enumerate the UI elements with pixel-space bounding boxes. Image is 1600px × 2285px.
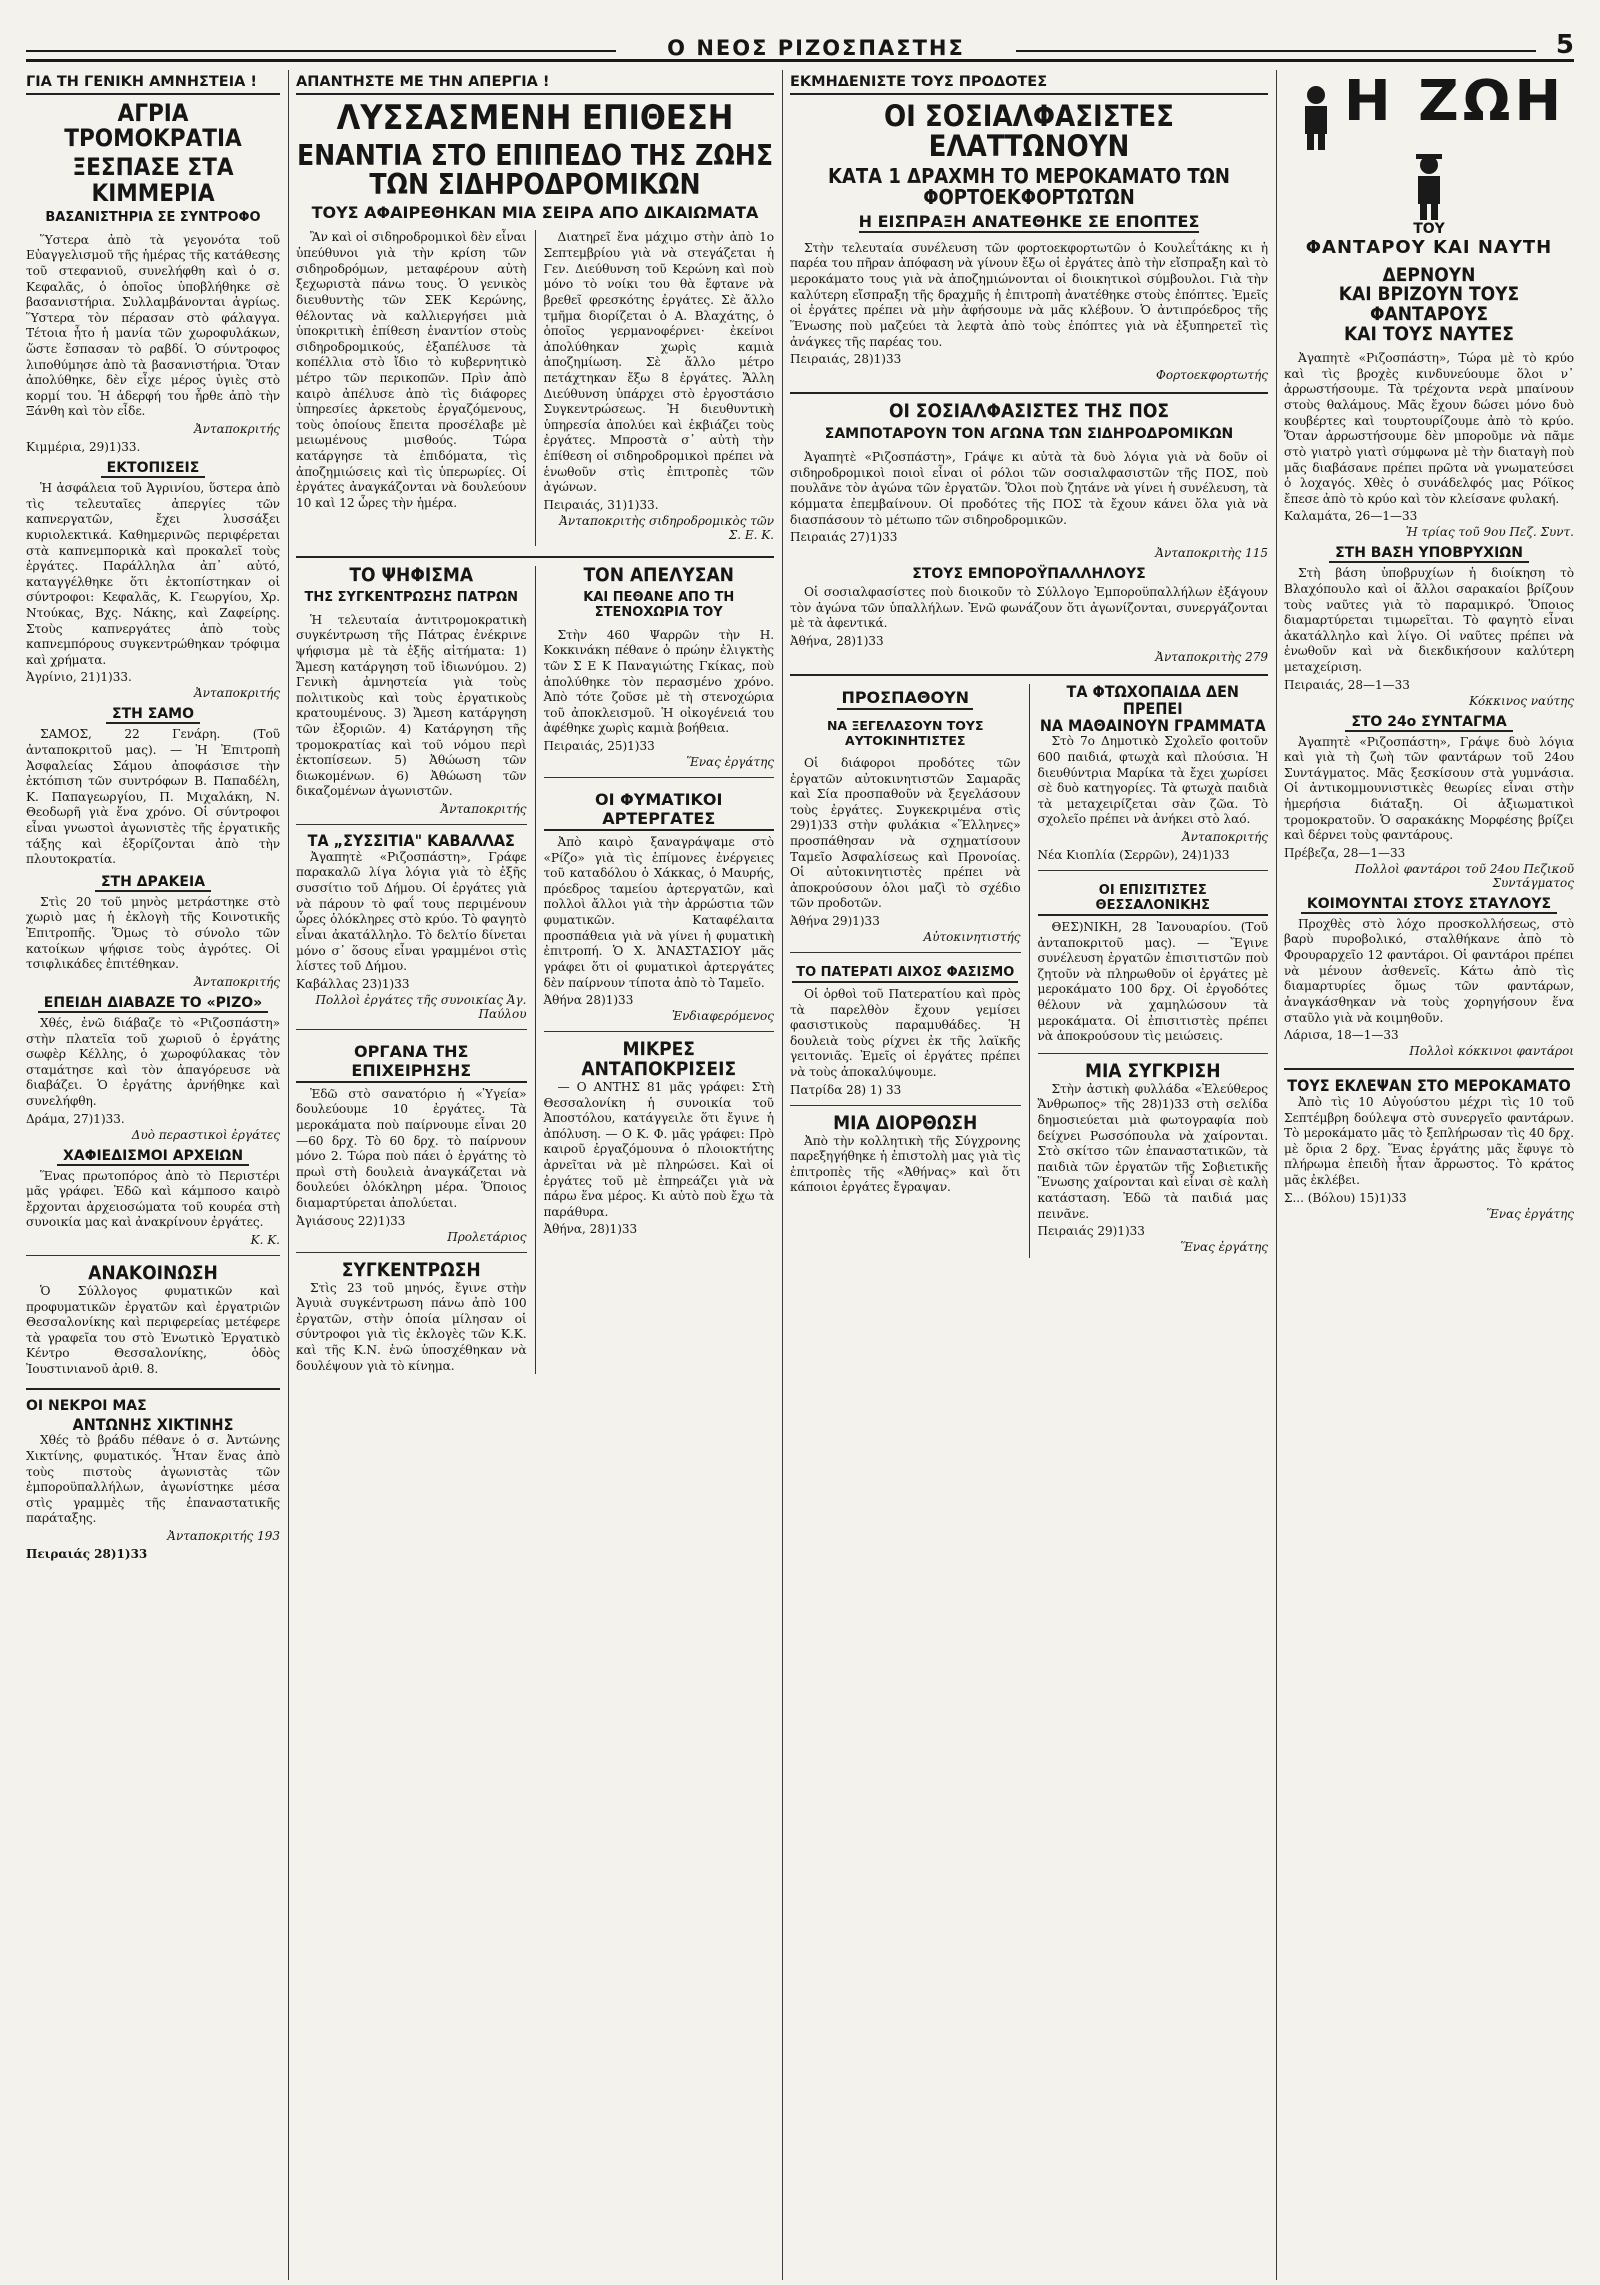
section-heading: ΣΥΓΚΕΝΤΡΩΣΗ	[341, 1258, 481, 1281]
column-2	[296, 74, 774, 2274]
article-body: Οἱ διάφοροι προδότες τῶν ἐργατῶν αὐτοκινητιστῶν Σαμαρᾶς καὶ Σία προσπαθοῦν νὰ ξεγελάσουν τοὺς ἐργάτες. Συγκεκριμένα στὶς 29)1)33 στὴν φυλάκια «Ἕλληνες» προσπάθησαν νὰ σχηματίσουν Ταμεῖο Ἀσφαλίσεως καὶ Προνοίας. Οἱ αὐτοκινητιστὲς πρέπει νὰ ἀποκρούσουν ὁλοι μαζὶ τὸ σχέδιο τῶν προδοτῶν.	[790, 755, 1021, 911]
article-body: Στὴν τελευταία συνέλευση τῶν φορτοεκφορτωτῶν ὁ Κουλεΐτάκης κι ἡ παρέα του πῆραν ἀπόφαση νὰ γίνουν ἔξω οἱ ἐργάτες ἀπὸ τὴν εἴσπραξη καὶ τὸ μεροκάματο τους γιὰ νὰ ἀποζημιώνονται οἱ διοικητικοὶ σύμβουλοι. Γιὰ τὴν καλύτερη εἴσπραξη τῆς δραχμῆς ἡ ἐπιτροπὴ ἀνατέθηκε στοὺς ἐπόπτες. Ἐμεῖς οἱ ἐργάτες πρέπει νὰ μὴν ἀφήσουμε νὰ μᾶς κλέβουν. Ὁ ἀντιπρόεδρος τῆς Ἕνωσης ποὺ μαζεύει τὰ λεφτὰ ἀπὸ τοὺς ἐπόπτες γιὰ νὰ ἐξυπηρετεῖ τὶς ἀνάγκες τῆς παρέας του.	[790, 240, 1268, 349]
column-3	[790, 74, 1268, 2274]
article-body: Ἕνας πρωτοπόρος ἀπὸ τὸ Περιστέρι μᾶς γράφει. Ἐδῶ καὶ κάμποσο καιρὸ ἔρχονται ἀρχειοσώματα τοῦ κουρέα στὴ συνοικία μας καὶ ἀνακρίνουν ἐργάτες.	[26, 1168, 280, 1230]
signature: Ἀνταποκριτής	[1182, 830, 1268, 844]
dateline: Πειραιάς 29)1)33	[1037, 1224, 1145, 1239]
signature: Πολλοὶ ἐργάτες τῆς συνοικίας Ἁγ. Παύλου	[315, 992, 527, 1021]
subheadline: ΝΑ ΞΕΓΕΛΑΣΟΥΝ ΤΟΥΣ ΑΥΤΟΚΙΝΗΤΙΣΤΕΣ	[826, 717, 984, 748]
article-body: Στὴ βάση ὑποβρυχίων ἡ διοίκηση τὸ Βλαχόπουλο καὶ οἱ ἄλλοι σαρακαίοι βρίζουν τοὺς ναῦτες γιὰ τὸ παραμικρό. Ὅποιος διαμαρτύρεται τιμωρεῖται. Τὸ φαγητὸ εἶναι ἀκατάλληλο καὶ λίγο. Οἱ ναῦτες πρέπει νὰ ἑνωθοῦν καὶ νὰ διεκδικήσουν καλύτερη μεταχείριση.	[1284, 566, 1574, 674]
article-body: Ἀγαπητὲ «Ριζοσπάστη», Γράφε παρακαλῶ λίγα λόγια γιὰ τὸ ἐξῆς συσσίτιο τοῦ Δήμου. Οἱ ἐργάτες γιὰ νὰ πάρουν τὸ φαΐ τους περιμένουν ὧρες ὁλόκληρες στὸ κρύο. Τὸ φαγητὸ εἶναι ἀκατάλληλο. Τὸ δελτίο δίνεται μόνο σ᾽ ὅσους εἶναι γραμμένοι στὶς λίστες τοῦ Δήμου.	[296, 849, 527, 974]
signature: Πολλοὶ φαντάροι τοῦ 24ου Πεζικοῦ Συντάγματος	[1354, 861, 1574, 890]
section-heading: ΕΠΕΙΔΗ ΔΙΑΒΑΖΕ ΤΟ «ΡΙΖΟ»	[38, 995, 268, 1013]
section-heading: ΤΟ ΨΗΦΙΣΜΑ	[349, 563, 474, 586]
column-rule	[288, 70, 289, 2280]
article-body: Ὁ Σύλλογος φυματικῶν καὶ προφυματικῶν ἐργατῶν καὶ ἐργατριῶν Θεσσαλονίκης καὶ περιφερείας μετέφερε τὰ γραφεῖα του στὸ Ἐνωτικὸ Ἐργατικὸ Κέντρο Θεσσαλονίκης, ὁδὸς Ἰουστινιανοῦ ἀριθ. 8.	[26, 1283, 280, 1376]
dateline: Πρέβεζα, 28—1—33	[1284, 845, 1406, 860]
section-heading: ΜΙΑ ΔΙΟΡΘΩΣΗ	[833, 1111, 978, 1134]
article-body: ΣΑΜΟΣ, 22 Γενάρη. (Τοῦ ἀνταποκριτοῦ μας). — Ἡ Ἐπιτροπὴ Ἀσφαλείας Σάμου ἀποφάσισε τὴν ἐκτόπιση τῶν συντρόφων Β. Παπαδέλη, Κ. Παπαγεωργίου, Π. Μιχαλάκη, Ν. Θεοδωρῆ γιὰ ἕνα χρόνο. Οἱ σύντροφοι εἶναι γνωστοὶ ἀγωνιστὲς τῆς ἐργατικῆς τάξης καὶ ἐξορίζονται ἀπὸ τὴν πλουτοκρατία.	[26, 727, 280, 867]
section-heading: ΟΙ ΦΥΜΑΤΙΚΟΙ ΑΡΤΕΡΓΑΤΕΣ	[544, 790, 775, 831]
dateline: Ἀγρίνιο, 21)1)33.	[26, 670, 132, 685]
signature: Αὐτοκινητιστής	[923, 930, 1021, 945]
section-heading: ΜΙΑ ΣΥΓΚΡΙΣΗ	[1084, 1059, 1221, 1082]
article-body: Ἡ τελευταία ἀντιτρομοκρατικὴ συγκέντρωση τῆς Πάτρας ἐνέκρινε ψήφισμα μὲ τὰ ἑξῆς αἰτήματα: 1) Ἄμεση κατάργηση τοῦ ἰδιωνύμου. 2) Γενικὴ ἀμνηστεία γιὰ τοὺς πολιτικοὺς καὶ τοὺς ἐργατικοὺς κρατουμένους. 3) Ἄμεση κατάργηση τῶν ἐξοριῶν. 4) Κατάργηση τῆς τρομοκρατίας καὶ τοῦ νόμου περὶ ἐκτοπίσεων. 5) Ἀθώωση τῶν διωκομένων. 6) Ἀθώωση τῶν δικαζομένων ἀγωνιστῶν.	[296, 612, 527, 799]
article-body: Ἀπὸ καιρὸ ξαναγράψαμε στὸ «Ρίζο» γιὰ τὶς ἐπίμονες ἐνέργειες τοῦ καταδόλου ὁ Χάκκας, ὁ Μαυρής, πρόεδρος ταμείου ἀρτεργατῶν, καὶ πολλοὶ ἄλλοι γιὰ τὴν ἀρρώστια τῶν φυματικῶν. Καταφέλαιτα προσπάθεια γιὰ νὰ γίνει ἡ φυματικὴ ἐπιτροπή. Ὁ Χ. ἈΝΑΣΤΑΣΙΟΥ μᾶς γράφει ὅτι οἱ φυματικοὶ ἀρτεργάτες δὲν παίρνουν τίποτα ἀπὸ τὸ Ταμεῖο.	[543, 835, 774, 990]
article-body: Χθές, ἐνῶ διάβαζε τὸ «Ριζοσπάστη» στὴν πλατεῖα τοῦ χωριοῦ ὁ ἐργάτης σωφὲρ Κέλλης, ὁ χωροφύλακας τὸν σταμάτησε καὶ τὸν ἀπαγόρευσε νὰ διαβάζει. Ὁ ἐργάτης ἀρνήθηκε καὶ συνελήφθη.	[26, 1015, 280, 1108]
dateline: Σ... (Βόλου) 15)1)33	[1284, 1190, 1407, 1205]
article-body: Στὸ 7ο Δημοτικὸ Σχολεῖο φοιτοῦν 600 παιδιά, φτωχὰ καὶ πλούσια. Ἡ διευθύντρια Μαρίκα τὰ ἔχει χωρίσει σὲ δυὸ κατηγορίες. Τὰ φτωχὰ παιδιὰ τὰ μεταχειρίζεται σὰν ζῶα. Τὸ σχολεῖο πρέπει νὰ ἀνήκει στὸ λαό.	[1037, 734, 1268, 827]
article-body: Ἀπὸ τὶς 10 Αὐγούστου μέχρι τὶς 10 τοῦ Σεπτέμβρη δούλεψα στὸ συνεργεῖο φαντάρων. Τὸ μεροκάματο μᾶς τὸ ξεπλήρωσαν τὶς 40 δρχ. μὲ ὅρια 2 δρχ. Ἕνας ἐργάτης μᾶς ἔφυγε τὸ πλήρωμα ἐπειδὴ ἦταν ἄρρωστος. Τὸ κράτος μᾶς ἐκλέβει.	[1284, 1094, 1574, 1187]
signature: Προλετάριος	[447, 1229, 527, 1244]
signature: Ἀνταποκριτής 193	[167, 1529, 280, 1544]
article-body: Ἂν καὶ οἱ σιδηροδρομικοὶ δὲν εἶναι ὑπεύθυνοι γιὰ τὴν κρίση τῶν σιδηροδρόμων, μεταφέρουν αὐτὴ ξεχωριστὰ πάνω τους. Ὁ γενικὸς διευθυντὴς τῶν ΣΕΚ Κερώνης, θέλοντας νὰ καλλιεργήσει μιὰ ὑποκριτικὴ ἐπίθεση ἐναντίον στοὺς σιδηροδρομικούς, ἐξαπέλυσε τὰ κοπέλλια στὸ ἴδιο τὸ κυβερνητικὸ μέτρο τῶν περικοπῶν. Πρὶν ἀπὸ καιρὸ ἀπέλυσε ἀπὸ τὶς διάφορες ὑπηρεσίες ἀρκετοὺς ἐργαζόμενους, τοὺς ὁποίους ἔπειτα προσέλαβε μὲ μειωμένους μισθούς. Τώρα κατάργησε τὰ ἐπιδόματα, τὶς ἀποζημιώσεις καὶ τὶς ὑπερωρίες. Οἱ ἐργάτες ἀναγκάζονται νὰ δουλεύουν 10 καὶ 12 ὧρες τὴν ἡμέρα.	[296, 230, 527, 510]
signature: Πολλοὶ κόκκινοι φαντάροι	[1409, 1044, 1574, 1059]
section-heading: ΤΑ ΦΤΩΧΟΠΑΙΔΑ ΔΕΝ ΠΡΕΠΕΙ	[1066, 681, 1239, 718]
article-body: — Ο ΑΝΤΗΣ 81 μᾶς γράφει: Στὴ Θεσσαλονίκη ἡ συνοικία τοῦ Ἀποστόλου, κατάγγειλε ὅτι ἔγινε ἡ ἀπόλυση. — Ο Κ. Φ. μᾶς γράφει: Πρὸ καιροῦ ἐργαζόμουνα ὁ πλοιοκτήτης ἀρνεῖται νὰ μὲ πληρώσει. Καὶ οἱ ἐργάτες τοῦ μὲ ἐπηρεάζει γιὰ νὰ πάρω ἕνα μέρος. Κι αὐτὸ ποὺ ἔχω τὰ παράθυρα.	[543, 1080, 774, 1219]
section-heading: ΠΡΟΣΠΑΘΟΥΝ	[837, 688, 973, 710]
section-heading: ΑΝΑΚΟΙΝΩΣΗ	[88, 1262, 218, 1284]
article-body: Στὴν 460 Ψαρρῶν τὴν Η. Κοκκινάκη πέθανε ὁ πρώην ἐλιγκτὴς τῶν Σ Ε Κ Παναγιώτης Γκίκας, ποὺ ἀπολύθηκε τὸν περασμένο χρόνο. Ἀπὸ τότε ζοῦσε μὲ τὴ στενοχώρια τοῦ ἀποκλεισμοῦ. Ἡ οἰκογένειά του ἀφέθηκε χωρὶς καμιὰ βοήθεια.	[543, 627, 774, 736]
signature: Ἐνδιαφερόμενος	[671, 1009, 774, 1024]
subheadline: ΤΗΣ ΣΥΓΚΕΝΤΡΩΣΗΣ ΠΑΤΡΩΝ	[304, 589, 518, 605]
headline: ΕΝΑΝΤΙΑ ΣΤΟ ΕΠΙΠΕΔΟ ΤΗΣ ΖΩΗΣ ΤΩΝ ΣΙΔΗΡΟΔΡΟΜΙΚΩΝ	[296, 138, 774, 202]
dateline: Λάρισα, 18—1—33	[1284, 1028, 1399, 1043]
dateline: Ἀθήνα 29)1)33	[790, 914, 880, 929]
article-body: Ἀγαπητὲ «Ριζοσπάστη», Τώρα μὲ τὸ κρύο καὶ τὶς βροχὲς κινδυνεύουμε ὅλοι ν᾽ ἀρρωστήσουμε. Τὰ τρέχοντα νερὰ μπαίνουν στοὺς θαλάμους. Μᾶς ἔχουν δώσει μόνο δυὸ κουβέρτες καὶ τουρτουρίζουμε ἀπὸ τὸ κρύο. Ὅταν ἀρρωστήσουμε δὲν μποροῦμε νὰ πᾶμε στὸ γιατρὸ γιατὶ σύμφωνα μὲ τὴν διαταγὴ ποὺ μᾶς διαβάσανε πρέπει πρῶτα νὰ γνωματεύσει ὁ λοχαγός. Χθὲς ὁ συνάδελφός μας Ρόϊκος ἔπεσε ἀπὸ τὸ κρύο καὶ τὸν κλείσανε φυλακή.	[1284, 351, 1574, 506]
article-body: Διατηρεῖ ἕνα μάχιμο στὴν ἀπὸ 1ο Σεπτεμβρίου γιὰ νὰ στεγάζεται ἡ Γεν. Διεύθυνση τοῦ Κερώνη καὶ ποὺ μόνο τὸ νοίκι του θὰ ἔφτανε νὰ βρεθεῖ φρεσκότης ἐργάτες. Σὲ ἄλλο τμῆμα διορίζεται ὁ Α. Βλαχάτης, ὁ ὁποῖος γερμανοφέρνει· ἐκείνοι ἀπολύθηκαν χωρὶς καμιὰ ἀποζημίωση. Σὲ ἄλλο μέτρο πετάχτηκαν ἔξω 8 ἐργάτες. Ἄλλη Διεύθυνση ὑπάρχει στὸ ἐργοστάσιο Συγκεντρώσεως. Ἡ διευθυντικὴ ὑπηρεσία ἀπολύει καὶ ἐκβιάζει τοὺς ἐργάτες. Μπροστὰ σ᾽ αὐτὴ τὴν ἐπίθεση οἱ σιδηροδρομικοὶ πρέπει νὰ ἑνωθοῦν στὶς ἐπιτροπὲς τῶν ἀγώνων.	[543, 230, 774, 495]
dateline: Καβάλλας 23)1)33	[296, 976, 410, 991]
column-rule	[1276, 70, 1277, 2280]
article-body: Προχθὲς στὸ λόχο προσκολλήσεως, στὸ βαρὺ πυροβολικό, σταλθήκανε ἀπὸ τὸ Φρουραρχεῖο 12 φαντάροι. Οἱ φαντάροι πρέπει νὰ μένουν ἀσθενεῖς. Κάτω ἀπὸ τὶς διαμαρτυρίες ὅμως τῶν φαντάρων, ἀναγκάσθηκαν νὰ τοὺς χορηγήσουν ἕνα σταῦλο γιὰ νὰ κοιμηθοῦν.	[1284, 916, 1574, 1025]
headline: ΚΑΙ ΤΟΥΣ ΝΑΥΤΕΣ	[1344, 323, 1514, 346]
section-heading: ΚΟΙΜΟΥΝΤΑΙ ΣΤΟΥΣ ΣΤΑΥΛΟΥΣ	[1301, 896, 1557, 914]
masthead-rule-right	[1016, 50, 1536, 52]
headline: ΚΑΤΑ 1 ΔΡΑΧΜΗ ΤΟ ΜΕΡΟΚΑΜΑΤΟ ΤΩΝ ΦΟΡΤΟΕΚΦΟΡΤΩΤΩΝ	[828, 163, 1230, 209]
subheadline: ΣΑΜΠΟΤΑΡΟΥΝ ΤΟΝ ΑΓΩΝΑ ΤΩΝ ΣΙΔΗΡΟΔΡΟΜΙΚΩΝ	[824, 426, 1234, 443]
section-heading: ΟΙ ΝΕΚΡΟΙ ΜΑΣ	[26, 1397, 147, 1414]
signature: Ἡ τρίας τοῦ 9ου Πεζ. Συντ.	[1405, 525, 1574, 540]
subheadline: ΚΑΙ ΠΕΘΑΝΕ ΑΠΟ ΤΗ ΣΤΕΝΟΧΩΡΙΑ ΤΟΥ	[583, 589, 735, 620]
signature: Ἀνταποκριτής	[194, 974, 280, 989]
logo-sub: ΦΑΝΤΑΡΟΥ ΚΑΙ ΝΑΥΤΗ	[1305, 236, 1553, 258]
dateline: Πειραιάς, 25)1)33	[543, 739, 655, 754]
signature: Ἕνας ἐργάτης	[686, 755, 774, 770]
dateline: Κιμμέρια, 29)1)33.	[26, 440, 141, 455]
headline: ΛΥΣΣΑΣΜΕΝΗ ΕΠΙΘΕΣΗ	[336, 98, 734, 138]
logo-sub: ΤΟΥ	[1413, 220, 1445, 237]
dateline: Δράμα, 27)1)33.	[26, 1111, 125, 1126]
article-body: Στὶς 20 τοῦ μηνὸς μετράστηκε στὸ χωριὸ μας ἡ ἐκλογὴ τῆς Κοινοτικῆς Ἐπιτροπῆς. Ὅμως τὸ σύνολο τῶν κατοίκων ψήφισε τοὺς ἀγρότες. Οἱ τσιφλικάδες ἐπιτέθηκαν.	[26, 894, 280, 972]
section-heading: ΤΑ „ΣΥΣΣΙΤΙΑ" ΚΑΒΑΛΛΑΣ	[307, 831, 515, 851]
subheadline: ΒΑΣΑΝΙΣΤΗΡΙΑ ΣΕ ΣΥΝΤΡΟΦΟ	[45, 209, 261, 225]
subheadline: Η ΕΙΣΠΡΑΞΗ ΑΝΑΤΕΘΗΚΕ ΣΕ ΕΠΟΠΤΕΣ	[858, 211, 1200, 231]
signature: Ἀνταποκριτής	[440, 802, 527, 817]
article-body: Ὕστερα ἀπὸ τὰ γεγονότα τοῦ Εὐαγγελισμοῦ τῆς ἡμέρας τῆς κατάθεσης τοῦ στεφανιοῦ, συνελήφθη καὶ ὁ σ. Κεφαλᾶς, ὁ ὁποῖος ὑποβλήθηκε σὲ βασανιστήρια. Συλλαμβάνονται ἀγρίως. Ὕστερα τὸν πέρασαν στὸ φάλαγγα. Τέτοια ἦτο ἡ μανία τῶν χωροφυλάκων, ὥστε ἔσπασαν τὸ ραβδί. Ὁ σύντροφος λιποθύμησε ἀπὸ τὰ βασανιστήρια. Ὅταν ἀπολύθηκε, δὲν εἶχε μέρος ὑγιὲς στὸ κορμί του. Ἡ ἀδερφή του ἦρθε ἀπὸ τὴν Ξάνθη καὶ τὸν εἶδε.	[26, 232, 280, 419]
section-heading: ΣΤΗ ΒΑΣΗ ΥΠΟΒΡΥΧΙΩΝ	[1329, 545, 1529, 563]
kicker: ΓΙΑ ΤΗ ΓΕΝΙΚΗ ΑΜΝΗΣΤΕΙΑ !	[26, 74, 280, 95]
article-body: ΘΕΣ)ΝΙΚΗ, 28 Ἰανουαρίου. (Τοῦ ἀνταποκριτοῦ μας). — Ἔγινε συνέλευση ἐργατῶν ἐπισιτιστῶν ποὺ ζητοῦν νὰ πληρωθοῦν οἱ ἐργάτες μὲ μεροκάματο 100 δρχ. Οἱ ἐργοδότες θέλουν νὰ χαμηλώσουν τὰ μεροκάματα. Οἱ ἐπισιτιστὲς πρέπει νὰ ἀποκρούσουν τὶς μειώσεις.	[1037, 920, 1268, 1044]
column-4	[1284, 74, 1574, 2274]
obituary-name: ΑΝΤΩΝΗΣ ΧΙΚΤΙΝΗΣ	[72, 1414, 234, 1434]
article-body: Χθές τὸ βράδυ πέθανε ὁ σ. Ἀντώνης Χικτίνης, φυματικός. Ἦταν ἕνας ἀπὸ τοὺς πιστοὺς ἀγωνιστὰς τῶν ἐμποροϋπαλλήλων, ἀγωνίστηκε μέσα στὶς γραμμὲς τῆς ἐπαναστατικῆς παράταξης.	[26, 1433, 280, 1526]
column-1	[26, 74, 280, 2274]
dateline: Πειραιάς, 28)1)33	[790, 352, 902, 367]
article-body: Στὴν ἀστικὴ φυλλάδα «Ἐλεύθερος Ἄνθρωπος» τῆς 28)1)33 στὴ σελίδα δημοσιεύεται μιὰ φωτογραφία ποὺ δείχνει Ρωσσόπουλα νὰ χαίρονται. Στὸ σκίτσο τῶν ἐπαναστατικῶν, τὰ παιδιὰ τῶν ἐργατῶν τῆς Σοβιετικῆς Ἕνωσης χαίρονται καὶ εἶναι σὲ καλὴ κατάσταση. Ἐδῶ τὰ παιδιά μας πεινᾶνε.	[1037, 1081, 1268, 1221]
signature: Ἕνας ἐργάτης	[1486, 1206, 1574, 1221]
signature: Δυὸ περαστικοὶ ἐργάτες	[131, 1127, 280, 1142]
headline: ΟΙ ΣΟΣΙΑΛΦΑΣΙΣΤΕΣ ΕΛΑΤΤΩΝΟΥΝ	[883, 99, 1175, 164]
article-body: Στὶς 23 τοῦ μηνός, ἔγινε στὴν Ἀγυιὰ συγκέντρωση πάνω ἀπὸ 100 ἐργατῶν, στὴν ὁποία μίλησαν οἱ σύντροφοι γιὰ τὶς ἐκλογὲς τῶν Κ.Κ. καὶ τῆς Κ.Ν. ἐνῶ ὑποσχέθηκαν νὰ δουλέψουν γιὰ τὸ κίνημα.	[296, 1280, 527, 1373]
signature: Φορτοεκφορτωτής	[1156, 368, 1268, 383]
section-heading: ΜΙΚΡΕΣ ΑΝΤΑΠΟΚΡΙΣΕΙΣ	[581, 1038, 737, 1081]
dateline: Πειραιάς, 31)1)33.	[543, 497, 659, 512]
column-rule	[782, 70, 783, 2280]
dateline: Πατρίδα 28) 1) 33	[790, 1082, 902, 1097]
page-number: 5	[1555, 30, 1574, 60]
section-heading: ΤΟΥΣ ΕΚΛΕΨΑΝ ΣΤΟ ΜΕΡΟΚΑΜΑΤΟ	[1287, 1076, 1571, 1096]
signature: Κ. Κ.	[250, 1233, 280, 1247]
section-heading: ΕΚΤΟΠΙΣΕΙΣ	[101, 460, 206, 478]
masthead	[26, 28, 1574, 62]
section-heading: ΣΤΗ ΔΡΑΚΕΙΑ	[95, 874, 211, 892]
headline: ΚΑΙ ΒΡΙΖΟΥΝ ΤΟΥΣ ΦΑΝΤΑΡΟΥΣ	[1338, 283, 1520, 326]
masthead-rule-left	[26, 50, 616, 52]
zoi-logo	[1284, 74, 1574, 258]
headline: ΔΕΡΝΟΥΝ	[1382, 263, 1476, 286]
article-body: Ἐδῶ στὸ σανατόριο ἡ «Ὑγεία» δουλεύουμε 10 ἐργάτες. Τὰ μεροκάματα ποὺ παίρνουμε εἶναι 20—60 δρχ. Τὸ 60 δρχ. τὸ παίρνουν μόνο 2. Τώρα ποὺ πάει ὁ ἐργάτης τὸ πρωὶ στὴ δουλειὰ ἀναγκάζεται νὰ δουλεύει ὁλόκληρη μέρα. Ὅποιος διαμαρτύρεται ἀπολύεται.	[296, 1086, 527, 1211]
dateline: Πειραιάς 27)1)33	[790, 530, 898, 545]
section-heading: ΝΑ ΜΑΘΑΙΝΟΥΝ ΓΡΑΜΜΑΤΑ	[1039, 715, 1266, 735]
article-body: Οἱ ὁρθοὶ τοῦ Πατερατίου καὶ πρὸς τὰ παρελθὸν ἔχουν γεμίσει φασιστικοὺς παραμυθάδες. Ἡ δουλειὰ τοὺς ρίχνει ἐκ τῆς λαϊκῆς γειτονιᾶς. Ἐμεῖς οἱ ἐργάτες πρέπει νὰ τοὺς ἀποκαλύψουμε.	[790, 987, 1021, 1080]
signature: Ἕνας ἐργάτης	[1180, 1240, 1268, 1255]
dateline: Πειραιάς, 28—1—33	[1284, 677, 1410, 692]
dateline: Ἀθήνα 28)1)33	[543, 993, 634, 1008]
newspaper-title: Ο ΝΕΟΣ ΡΙΖΟΣΠΑΣΤΗΣ	[667, 36, 965, 60]
section-heading: ΣΤΗ ΣΑΜΟ	[106, 706, 200, 724]
section-heading: ΟΙ ΕΠΙΣΙΤΙΣΤΕΣ ΘΕΣΣΑΛΟΝΙΚΗΣ	[1038, 883, 1269, 916]
section-heading: ΣΤΟΥΣ ΕΜΠΟΡΟΫΠΑΛΛΗΛΟΥΣ	[912, 566, 1146, 583]
article-body: Οἱ σοσιαλφασίστες ποὺ διοικοῦν τὸ Σύλλογο Ἐμποροϋπαλλήλων ἐξάγουν τὸν ἀγώνα τῶν ὑπαλλήλων. Ἐνῶ φωνάζουν ὅτι ἀγωνίζονται, συνεργάζονται μὲ τὰ ἀφεντικά.	[790, 585, 1268, 631]
kicker: ΑΠΑΝΤΗΣΤΕ ΜΕ ΤΗΝ ΑΠΕΡΓΙΑ !	[296, 74, 774, 95]
article-body: Ἀγαπητὲ «Ριζοσπάστη», Γράψε δυὸ λόγια καὶ γιὰ τὴ ζωὴ τῶν φαντάρων τοῦ 24ου Συντάγματος. Μᾶς ξεσκίσουν στὰ γυμνάσια. Οἱ ἀντικομμουνιστικὲς θεωρίες εἶναι στὴν ἡμερήσια διάταξη. Οἱ ἀξιωματικοὶ τρομοκρατοῦν. Ὁ σαρακάκης Μορφέσης βρίζει καὶ δέρνει τοὺς φαντάρους.	[1284, 734, 1574, 843]
dateline: Ἀθήνα, 28)1)33	[543, 1222, 638, 1237]
signature: Ἀνταποκριτὴς 279	[1155, 649, 1268, 664]
signature: Κόκκινος ναύτης	[1469, 693, 1574, 708]
headline: ΑΓΡΙΑ ΤΡΟΜΟΚΡΑΤΙΑ	[64, 99, 242, 153]
section-heading: ΟΡΓΑΝΑ ΤΗΣ ΕΠΙΧΕΙΡΗΣΗΣ	[296, 1042, 527, 1083]
signature: Ἀνταποκριτής	[194, 422, 280, 437]
article-body: Ἀπὸ τὴν κολλητικὴ τῆς Σύγχρονης παρεξηγήθηκε ἡ ἐπιστολὴ μας γιὰ τὶς ἐπιτροπὲς τῆς «Ἀθήνας» καὶ ὅτι κάποιοι ἐργάτες ἔγραψαν.	[790, 1133, 1021, 1195]
article-body: Ἀγαπητὲ «Ριζοσπάστη», Γράψε κι αὐτὰ τὰ δυὸ λόγια γιὰ νὰ δοῦν οἱ σιδηροδρομικοὶ ποιοὶ εἶναι οἱ ρόλοι τῶν σοσιαλφασιστῶν τῆς ΠΟΣ, ποὺ πουλᾶνε τὸν ἀγώνα τῶν ἐργατῶν. Ὅλοι ποὺ ζητάνε νὰ γίνει ἡ συνέλευση, τὰ κόμματα ἐπεμβαίνουν. Οἱ προδότες τῆς ΠΟΣ τὰ ἔχουν κάνει ὅλα γιὰ νὰ διασπάσουν τὸ μέτωπο τῶν σιδηροδρομικῶν.	[790, 450, 1268, 527]
dateline: Νέα Κιοπλία (Σερρῶν), 24)1)33	[1037, 848, 1230, 862]
dateline: Ἀγιάσους 22)1)33	[296, 1213, 406, 1228]
dateline: Πειραιάς 28)1)33	[26, 1547, 148, 1562]
logo-title: Η ΖΩΗ	[1343, 74, 1566, 134]
signature: Ἀνταποκριτὴς 115	[1155, 546, 1268, 561]
section-heading: ΧΑΦΙΕΔΙΣΜΟΙ ΑΡΧΕΙΩΝ	[57, 1148, 249, 1166]
signature: Ἀνταποκριτής	[194, 686, 280, 701]
article-body: Ἡ ἀσφάλεια τοῦ Ἀγρινίου, ὕστερα ἀπὸ τὶς τελευταῖες ἀπεργίες τῶν καπνεργατῶν, ἔχει λυσσάξει κυριολεκτικά. Καθημερινῶς περιφέρεται στὰ καπνεμπορικὰ καὶ προκαλεῖ τοὺς ἐργάτες. Παράλληλα ἀπ᾽ αὐτό, καταγγέλθηκε ὅτι ἐκτοπίστηκαν οἱ σύντροφοι: Κεφαλᾶς, Κ. Γεωργίου, Χρ. Ντούκας, Βχς. Νάκης, καὶ Ζαφείρης. Στοὺς καπνεργάτες ἀπὸ τοὺς καπνεμπόρους συγκεντρώθηκαν τρόφιμα καὶ χρήματα.	[26, 481, 280, 667]
headline: ΞΕΣΠΑΣΕ ΣΤΑ ΚΙΜΜΕΡΙΑ	[72, 153, 234, 207]
sailor-figure-icon	[1406, 151, 1452, 221]
kicker: ΕΚΜΗΔΕΝΙΣΤΕ ΤΟΥΣ ΠΡΟΔΟΤΕΣ	[790, 74, 1268, 95]
section-heading: ΣΤΟ 24ο ΣΥΝΤΑΓΜΑ	[1345, 714, 1512, 732]
dateline: Καλαμάτα, 26—1—33	[1284, 509, 1418, 524]
dateline: Ἀθήνα, 28)1)33	[790, 633, 884, 648]
soldier-figure-icon	[1293, 81, 1339, 151]
section-heading: ΤΟΝ ΑΠΕΛΥΣΑΝ	[583, 563, 734, 586]
section-heading: ΟΙ ΣΟΣΙΑΛΦΑΣΙΣΤΕΣ ΤΗΣ ΠΟΣ	[888, 400, 1170, 423]
subheadline: ΤΟΥΣ ΑΦΑΙΡΕΘΗΚΑΝ ΜΙΑ ΣΕΙΡΑ ΑΠΟ ΔΙΚΑΙΩΜΑΤΑ	[311, 203, 759, 223]
signature: Ἀνταποκριτὴς σιδηροδρομικὸς τῶν Σ. Ε. Κ.	[559, 513, 774, 542]
section-heading: ΤΟ ΠΑΤΕΡΑΤΙ ΑΙΧΟΣ ΦΑΣΙΣΜΟ	[792, 965, 1018, 983]
